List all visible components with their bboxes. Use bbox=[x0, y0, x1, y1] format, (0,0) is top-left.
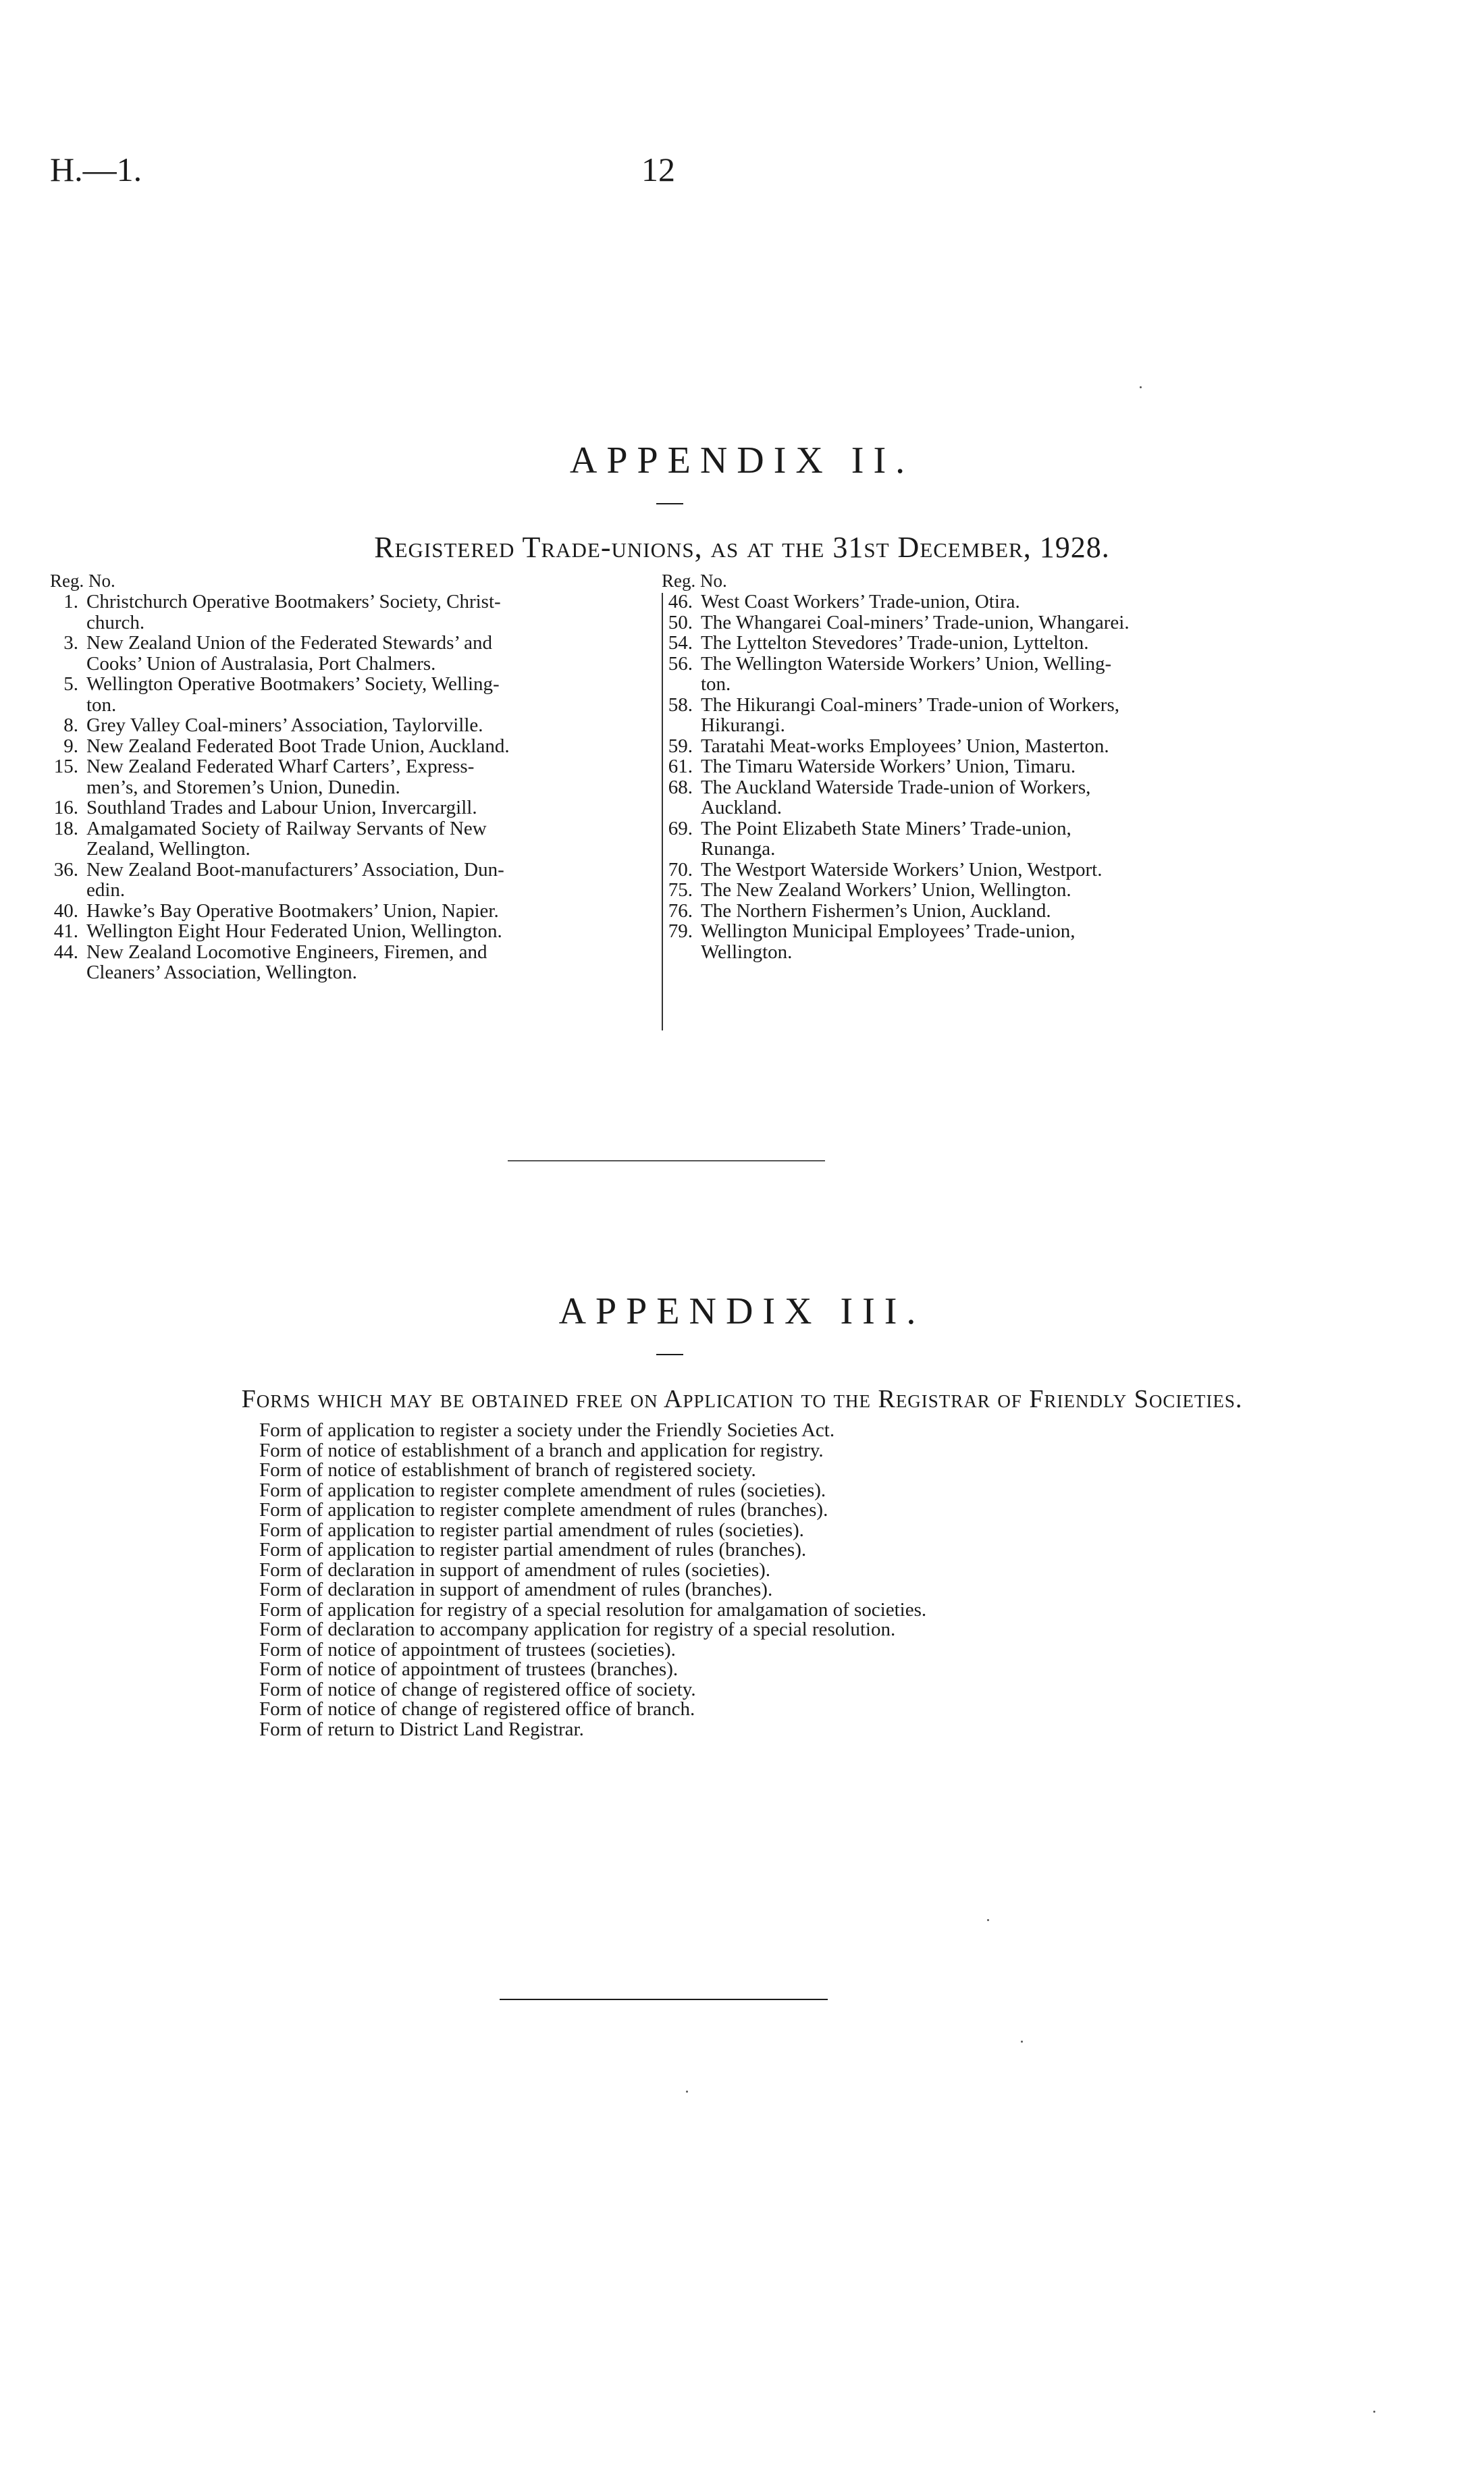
list-item: Form of application for registry of a special resolution for amalgamation of societies. bbox=[259, 1598, 927, 1621]
list-item: Form of application to register complete amendment of rules (branches). bbox=[259, 1499, 828, 1521]
list-item: 61. The Timaru Waterside Workers’ Union, Timaru. bbox=[668, 756, 1076, 777]
list-item: 44. New Zealand Locomotive Engineers, Firemen, and bbox=[53, 941, 487, 963]
list-item: Form of return to District Land Registrar. bbox=[259, 1718, 584, 1740]
trade-unions-left-column: 1. Christchurch Operative Bootmakers’ Society, Christ- church. 3. New Zealand Union of the Federated Stewards’ and Cooks’ Union of Australasia, Port Chalmers. 5. Wellington Operative Bootmakers’ Society, Welling- ton. 8. Grey Valley Coal-miners’ Association, Taylorville. 9. New Zealand Federated Boot Trade Union, Auckland. 15. New Zealand Federated Wharf Carters’, Express- men’s, and Storemen’s Union, Dunedin. 16. Southland Trades and Labour Union, Invercargill. 18. Amalgamated Society of Railway Servants of New Zealand, Wellington. 36. New Zealand Boot-manufacturers’ Association, Dun- edin. 40. Hawke’s Bay Operative Bootmakers’ Union, Napier. 41. Wellington Eight Hour Federated Union, Wellington. 44. New Zealand Locomotive Engineers, Firemen, and Cleaners’ Association, Wellington. bbox=[49, 592, 656, 983]
list-item: 54. The Lyttelton Stevedores’ Trade-union, Lyttelton. bbox=[668, 632, 1089, 654]
list-item: 56. The Wellington Waterside Workers’ Union, Welling- bbox=[668, 652, 1112, 675]
list-item: 3. New Zealand Union of the Federated Stewards’ and bbox=[63, 632, 492, 654]
list-item: Form of notice of appointment of trustees (societies). bbox=[259, 1638, 676, 1660]
list-item: Form of declaration in support of amendment of rules (branches). bbox=[259, 1579, 773, 1600]
list-item: 18. Amalgamated Society of Railway Servants of New bbox=[53, 817, 487, 839]
list-item: 16. Southland Trades and Labour Union, Invercargill. bbox=[53, 797, 477, 818]
forms-list bbox=[259, 1421, 1238, 1739]
speck bbox=[686, 2091, 688, 2093]
title-rule bbox=[656, 1354, 683, 1355]
list-item: Form of notice of change of registered office of society. bbox=[259, 1678, 696, 1700]
appendix-2-title: APPENDIX II. bbox=[569, 440, 915, 481]
list-item: Form of notice of establishment of a branch and application for registry. bbox=[259, 1439, 824, 1461]
end-rule bbox=[500, 1999, 828, 2000]
list-item: 8. Grey Valley Coal-miners’ Association, Taylorville. bbox=[63, 714, 483, 736]
list-item: 36. New Zealand Boot-manufacturers’ Association, Dun- bbox=[53, 858, 504, 881]
list-item: 9. New Zealand Federated Boot Trade Union, Auckland. bbox=[63, 735, 510, 757]
list-item: 50. The Whangarei Coal-miners’ Trade-union, Whangarei. bbox=[668, 611, 1130, 633]
list-item: 68. The Auckland Waterside Trade-union of Workers, bbox=[668, 776, 1091, 798]
list-item: Form of notice of appointment of trustees (branches). bbox=[259, 1658, 679, 1680]
list-item: Form of declaration to accompany application for registry of a special resolution. bbox=[259, 1619, 896, 1640]
speck bbox=[1021, 2041, 1023, 2043]
trade-unions-right-column: 46. West Coast Workers’ Trade-union, Otira. 50. The Whangarei Coal-miners’ Trade-union, Whangarei. 54. The Lyttelton Stevedores’ Trade-union, Lyttelton. 56. The Wellington Waterside Workers’ Union, Welling- ton. 58. The Hikurangi Coal-miners’ Trade-union of Workers, Hikurangi. 59. Taratahi Meat-works Employees’ Union, Masterton. 61. The Timaru Waterside Workers’ Union, Timaru. 68. The Auckland Waterside Trade-union of Workers, Auckland. 69. The Point Elizabeth State Miners’ Trade-union, Runanga. 70. The Westport Waterside Workers’ Union, Westport. 75. The New Zealand Workers’ Union, Wellington. 76. The Northern Fishermen’s Union, Auckland. 79. Wellington Municipal Employees’ Trade-union, Wellington. bbox=[663, 592, 1244, 962]
list-item: Form of application to register a society under the Friendly Societies Act. bbox=[259, 1419, 835, 1441]
list-item: 5. Wellington Operative Bootmakers’ Society, Welling- bbox=[63, 673, 500, 695]
list-item: 69. The Point Elizabeth State Miners’ Trade-union, bbox=[668, 817, 1071, 839]
list-item: 76. The Northern Fishermen’s Union, Auckland. bbox=[668, 899, 1051, 922]
list-item: Form of application to register partial amendment of rules (branches). bbox=[259, 1539, 807, 1561]
list-item: 40. Hawke’s Bay Operative Bootmakers’ Union, Napier. bbox=[53, 899, 499, 922]
list-item: 75. The New Zealand Workers’ Union, Wellington. bbox=[668, 879, 1071, 901]
speck bbox=[987, 1919, 989, 1921]
list-item: 1. Christchurch Operative Bootmakers’ Society, Christ- bbox=[63, 591, 501, 612]
page-number: 12 bbox=[641, 151, 675, 188]
list-item: 46. West Coast Workers’ Trade-union, Otira. bbox=[668, 591, 1020, 612]
list-item: 79. Wellington Municipal Employees’ Trade-union, bbox=[668, 920, 1076, 942]
title-rule bbox=[656, 503, 683, 504]
list-item: 70. The Westport Waterside Workers’ Union, Westport. bbox=[668, 858, 1103, 881]
appendix-2-subtitle: Registered Trade-unions, as at the 31st December, 1928. bbox=[374, 531, 1110, 564]
reg-no-label-left: Reg. No. bbox=[50, 571, 115, 591]
list-item: Form of application to register partial amendment of rules (societies). bbox=[259, 1519, 804, 1541]
list-item: 15. New Zealand Federated Wharf Carters’, Express- bbox=[53, 756, 475, 777]
list-item: Form of application to register complete amendment of rules (societies). bbox=[259, 1479, 826, 1501]
list-item: Form of notice of change of registered office of branch. bbox=[259, 1698, 695, 1720]
appendix-3-title: APPENDIX III. bbox=[558, 1290, 926, 1332]
reg-no-label-right: Reg. No. bbox=[662, 571, 727, 591]
appendix-3-subtitle: Forms which may be obtained free on Application to the Registrar of Friendly Societies. bbox=[241, 1385, 1243, 1413]
speck bbox=[1140, 386, 1142, 388]
speck bbox=[1373, 2411, 1375, 2413]
document-code: H.—1. bbox=[50, 151, 142, 188]
section-divider bbox=[508, 1160, 825, 1161]
list-item: 41. Wellington Eight Hour Federated Union, Wellington. bbox=[53, 920, 502, 942]
list-item: 58. The Hikurangi Coal-miners’ Trade-union of Workers, bbox=[668, 693, 1119, 716]
list-item: Form of notice of establishment of branch of registered society. bbox=[259, 1459, 756, 1481]
list-item: 59. Taratahi Meat-works Employees’ Union, Masterton. bbox=[668, 735, 1109, 757]
list-item: Form of declaration in support of amendment of rules (societies). bbox=[259, 1558, 771, 1581]
